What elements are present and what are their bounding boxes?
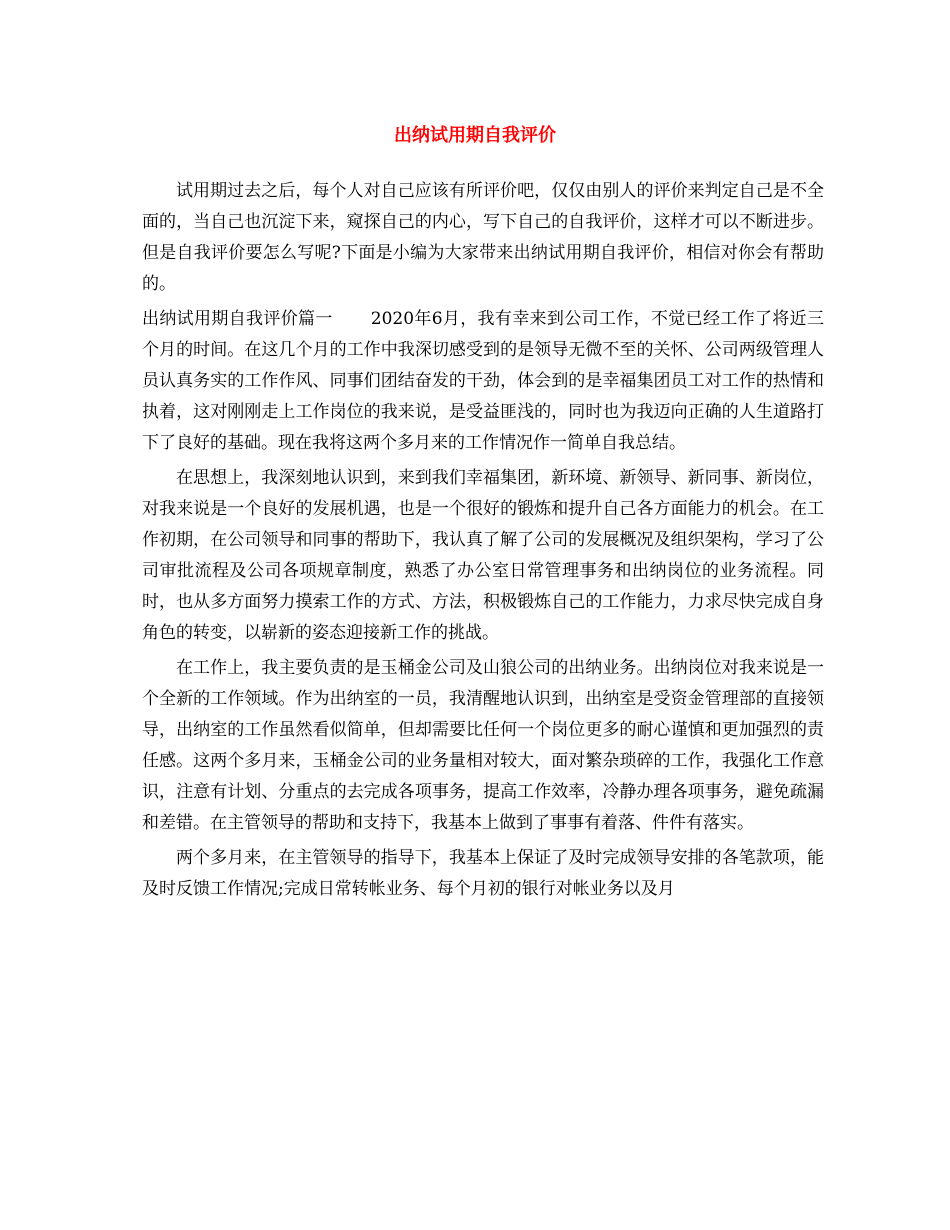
work-paragraph: 在工作上，我主要负责的是玉桶金公司及山狼公司的出纳业务。出纳岗位对我来说是一个全新的工作领域。作为出纳室的一员，我清醒地认识到，出纳室是受资金管理部的直接领导，出纳室的工作虽然看似简单，但却需要比任何一个岗位更多的耐心谨慎和更加强烈的责任感。这两个多月来，玉桶金公司的业务量相对较大，面对繁杂琐碎的工作，我强化工作意识，注意有计划、分重点的去完成各项事务，提高工作效率，冷静办理各项事务，避免疏漏和差错。在主管领导的帮助和支持下，我基本上做到了事事有着落、件件有落实。: [142, 658, 824, 833]
section-one-paragraph: [142, 304, 824, 459]
document-body: [142, 176, 824, 909]
section-label: 出纳试用期自我评价篇一: [142, 309, 333, 329]
section-one-text: 2020年6月，我有幸来到公司工作，不觉已经工作了将近三个月的时间。在这几个月的工作中我深切感受到的是领导无微不至的关怀、公司两级管理人员认真务实的工作作风、同事们团结奋发的干劲，体会到的是幸福集团员工对工作的热情和执着，这对刚刚走上工作岗位的我来说，是受益匪浅的，同时也为我迈向正确的人生道路打下了良好的基础。现在我将这两个多月来的工作情况作一简单自我总结。: [142, 309, 824, 453]
document-title: 出纳试用期自我评价: [394, 125, 556, 146]
summary-paragraph: 两个多月来，在主管领导的指导下，我基本上保证了及时完成领导安排的各笔款项，能及时反馈工作情况;完成日常转帐业务、每个月初的银行对帐业务以及月: [142, 848, 824, 899]
thought-paragraph: 在思想上，我深刻地认识到，来到我们幸福集团，新环境、新领导、新同事、新岗位，对我来说是一个良好的发展机遇，也是一个很好的锻炼和提升自己各方面能力的机会。在工作初期，在公司领导和同事的帮助下，我认真了解了公司的发展概况及组织架构，学习了公司审批流程及公司各项规章制度，熟悉了办公室日常管理事务和出纳岗位的业务流程。同时，也从多方面努力摸索工作的方式、方法，积极锻炼自己的工作能力，力求尽快完成自身角色的转变，以崭新的姿态迎接新工作的挑战。: [142, 468, 824, 643]
intro-paragraph: 试用期过去之后，每个人对自己应该有所评价吧，仅仅由别人的评价来判定自己是不全面的，当自己也沉淀下来，窥探自己的内心，写下自己的自我评价，这样才可以不断进步。但是自我评价要怎么写呢?下面是小编为大家带来出纳试用期自我评价，相信对你会有帮助的。: [142, 181, 824, 294]
